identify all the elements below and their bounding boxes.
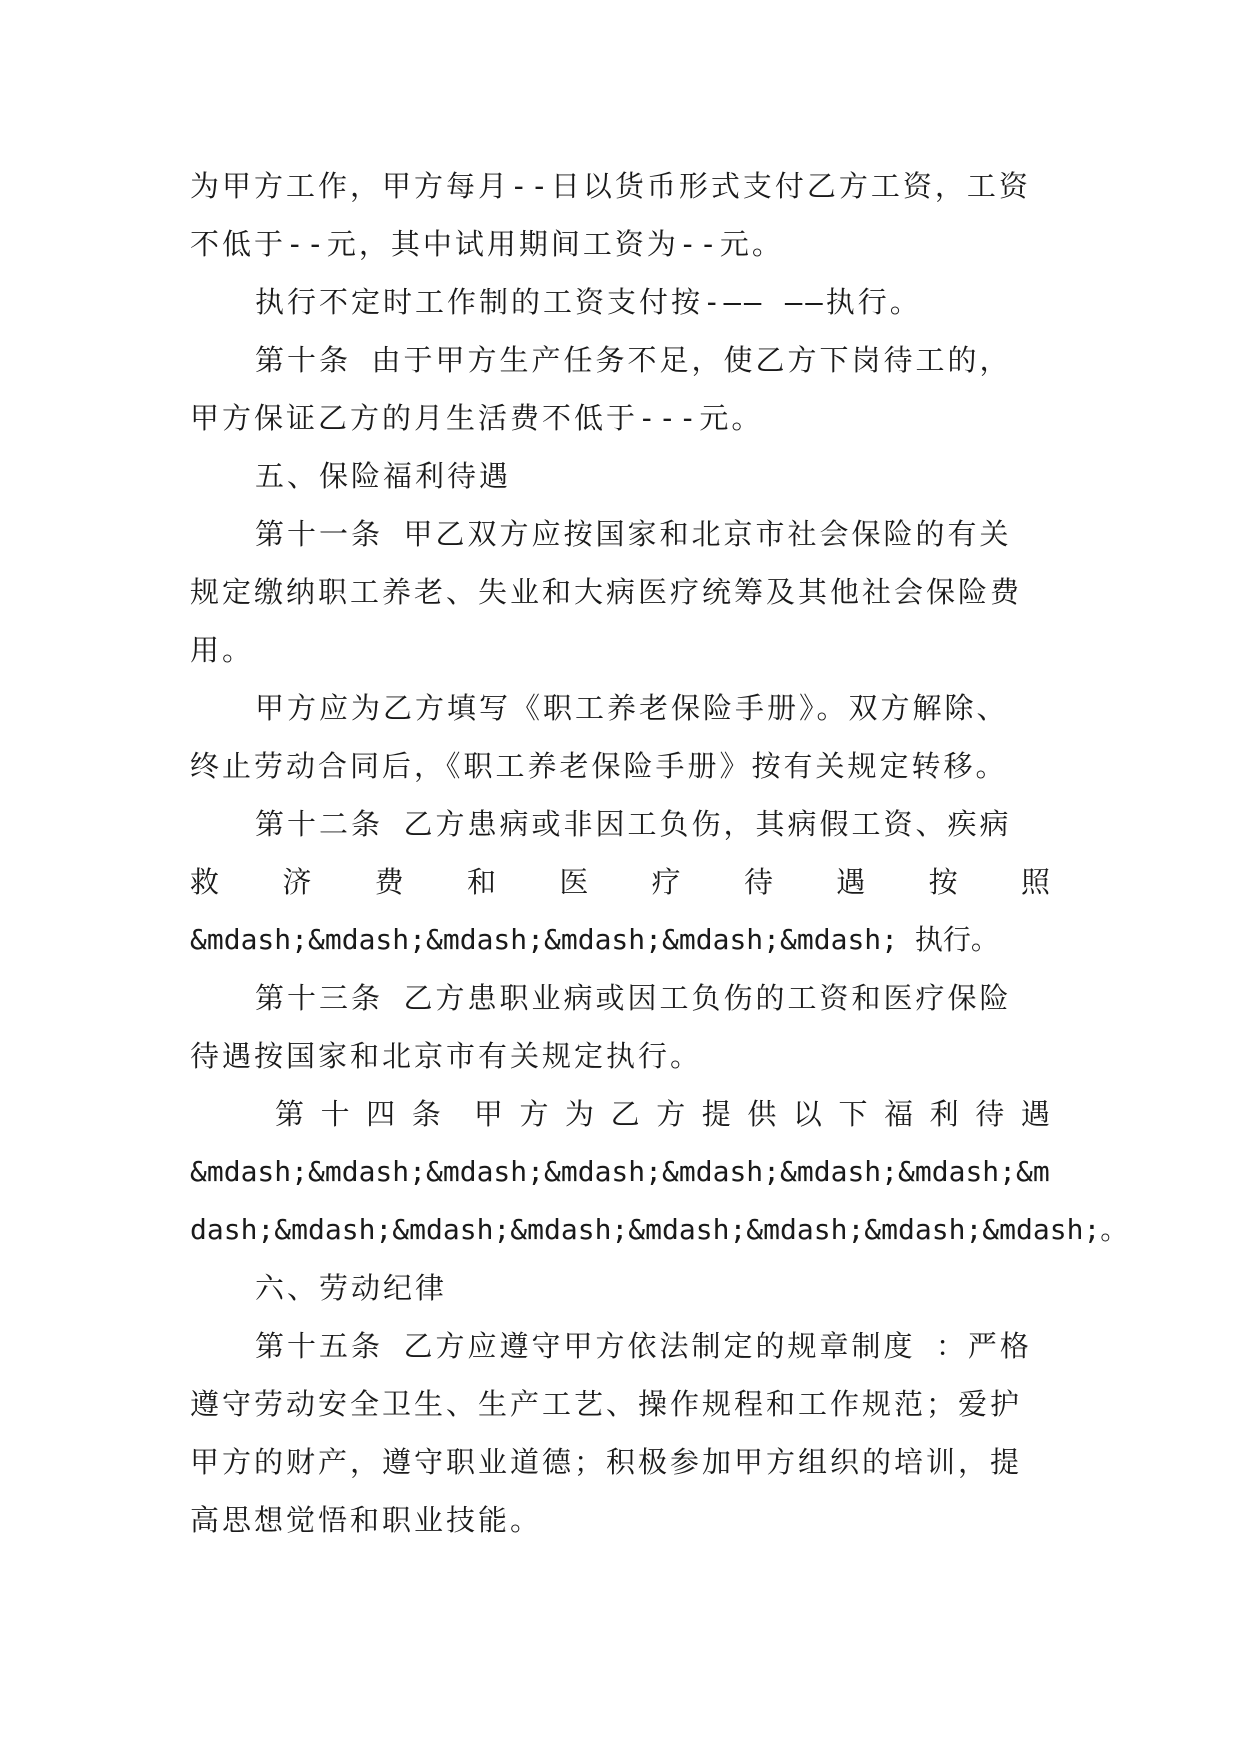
text-line: 用。 [190, 633, 255, 667]
section-heading-discipline: 六、劳动纪律 [255, 1271, 448, 1305]
text-line: dash;&mdash;&mdash;&mdash;&mdash;&mdash;&mdash;&mdash;。 [190, 1213, 1129, 1246]
article-12: 第十二条 乙方患病或非因工负伤，其病假工资、疾病 [255, 807, 1012, 841]
spread-char: 费 [374, 865, 404, 899]
spread-char: 条 [411, 1097, 441, 1131]
article-14-spread [275, 1092, 1050, 1136]
spread-char: 利 [929, 1097, 959, 1131]
text-line: 不低于--元，其中试用期间工资为--元。 [190, 227, 784, 261]
article-10: 第十条 由于甲方生产任务不足，使乙方下岗待工的， [255, 343, 1012, 377]
spread-char: 乙 [610, 1097, 640, 1131]
spread-char: 医 [559, 865, 589, 899]
spread-char: 甲 [473, 1097, 503, 1131]
text-line: 终止劳动合同后，《职工养老保险手册》按有关规定转移。 [190, 749, 1008, 783]
spread-char: 遇 [836, 865, 866, 899]
article-15: 第十五条 乙方应遵守甲方依法制定的规章制度 ：严格 [255, 1329, 1032, 1363]
spread-char: 十 [320, 1097, 350, 1131]
spread-char: 疗 [651, 865, 681, 899]
text-line: 待遇按国家和北京市有关规定执行。 [190, 1039, 703, 1073]
spread-char: 照 [1020, 865, 1050, 899]
spread-char: 四 [366, 1097, 396, 1131]
spread-char: 福 [884, 1097, 914, 1131]
spread-char: 济 [282, 865, 312, 899]
spread-char: 遇 [1020, 1097, 1050, 1131]
text-line: 甲方保证乙方的月生活费不低于---元。 [190, 401, 764, 435]
spread-char: 和 [466, 865, 496, 899]
text-line: &mdash;&mdash;&mdash;&mdash;&mdash;&mdash;&mdash;&m [190, 1155, 1050, 1188]
section-heading-insurance: 五、保险福利待遇 [255, 459, 512, 493]
text-line: 执行不定时工作制的工资支付按-—— ——执行。 [255, 285, 922, 319]
text-line: 高思想觉悟和职业技能。 [190, 1503, 543, 1537]
spread-char: 方 [656, 1097, 686, 1131]
text-line: 规定缴纳职工养老、失业和大病医疗统筹及其他社会保险费 [190, 575, 1023, 609]
spread-char: 方 [519, 1097, 549, 1131]
text-line: &mdash;&mdash;&mdash;&mdash;&mdash;&mdash; 执行。 [190, 923, 999, 956]
text-line: 甲方应为乙方填写《职工养老保险手册》。双方解除、 [255, 691, 1009, 725]
text-line: 遵守劳动安全卫生、生产工艺、操作规程和工作规范；爱护 [190, 1387, 1023, 1421]
spread-char: 第 [275, 1097, 305, 1131]
spread-char: 以 [792, 1097, 822, 1131]
spread-char: 待 [743, 865, 773, 899]
spread-char: 为 [565, 1097, 595, 1131]
spread-char: 待 [975, 1097, 1005, 1131]
spread-char: 救 [190, 865, 220, 899]
spread-text-line [190, 860, 1050, 904]
text-line: 为甲方工作，甲方每月--日以货币形式支付乙方工资，工资 [190, 169, 1031, 203]
article-11: 第十一条 甲乙双方应按国家和北京市社会保险的有关 [255, 517, 1012, 551]
spread-char: 按 [928, 865, 958, 899]
spread-char: 提 [701, 1097, 731, 1131]
spread-char: 下 [838, 1097, 868, 1131]
article-13: 第十三条 乙方患职业病或因工负伤的工资和医疗保险 [255, 981, 1012, 1015]
text-line: 甲方的财产，遵守职业道德；积极参加甲方组织的培训，提 [190, 1445, 1023, 1479]
spread-char: 供 [747, 1097, 777, 1131]
